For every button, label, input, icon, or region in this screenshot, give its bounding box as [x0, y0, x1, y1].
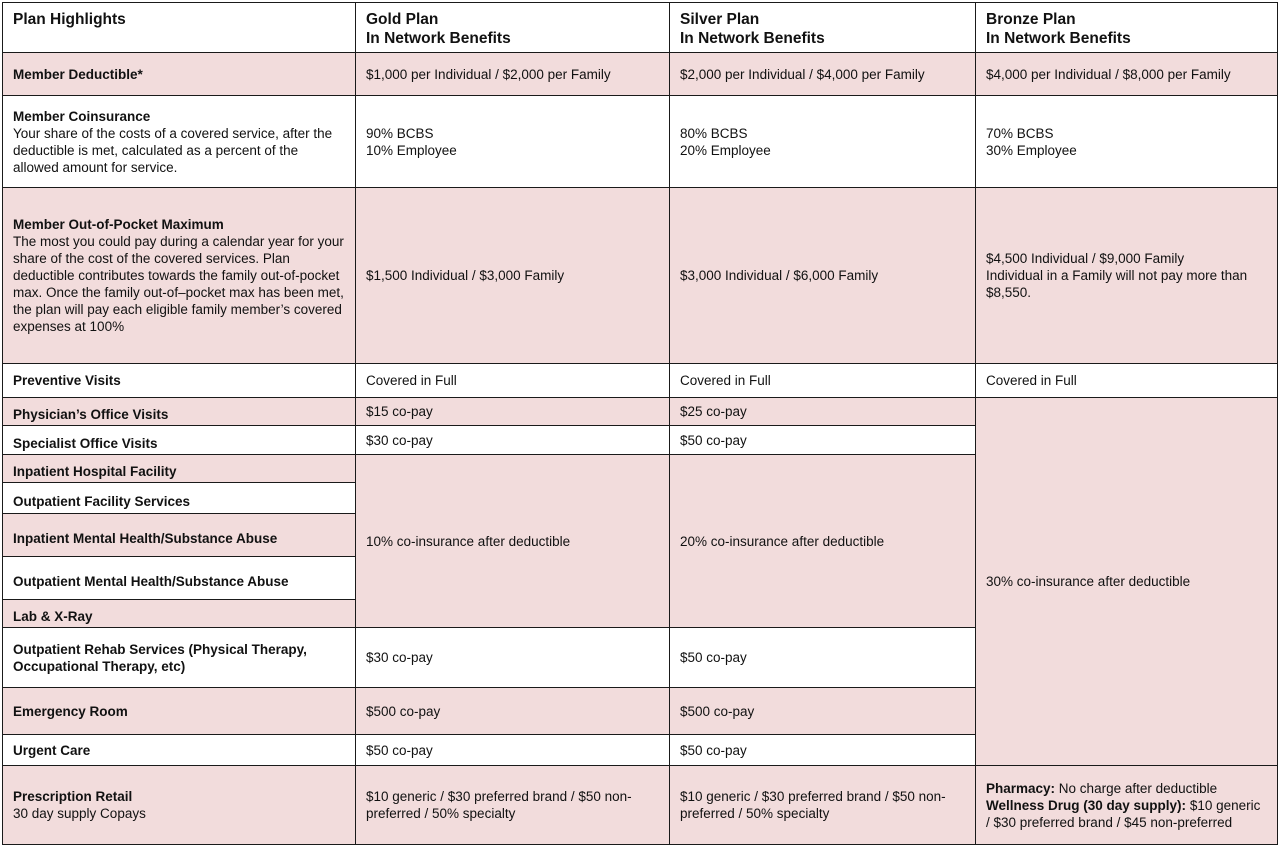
oop-max-bronze-amount: $4,500 Individual / $9,000 Family	[986, 251, 1185, 266]
pharmacy-value: No charge after deductible	[1055, 780, 1218, 796]
preventive-silver: Covered in Full	[670, 364, 976, 398]
coinsurance-gold	[356, 96, 670, 188]
header-plan-highlights	[3, 3, 356, 53]
member-coinsurance-description: Your share of the costs of a covered service, after the deductible is met, calculated as a percent of the allowed amount for service.	[13, 125, 333, 175]
lab-xray-label: Lab & X-Ray	[13, 609, 93, 624]
coinsurance-bronze-bcbs: 70% BCBS	[986, 125, 1054, 141]
gold-plan-title: Gold Plan	[366, 11, 439, 28]
header-gold-plan	[356, 3, 670, 53]
facility-group-gold: 10% co-insurance after deductible	[356, 455, 670, 628]
coinsurance-bronze-employee: 30% Employee	[986, 142, 1077, 158]
coinsurance-bronze	[976, 96, 1278, 188]
facility-group-silver: 20% co-insurance after deductible	[670, 455, 976, 628]
prescription-bronze	[976, 766, 1278, 845]
deductible-bronze: $4,000 per Individual / $8,000 per Family	[976, 53, 1278, 96]
member-deductible-label: Member Deductible*	[13, 66, 143, 82]
preventive-label-cell	[3, 364, 356, 398]
gold-plan-subtitle: In Network Benefits	[366, 30, 511, 47]
outpatient-mental-label-cell	[3, 557, 356, 600]
emergency-label-cell	[3, 688, 356, 735]
deductible-silver: $2,000 per Individual / $4,000 per Family	[670, 53, 976, 96]
member-deductible-label-cell	[3, 53, 356, 96]
plan-comparison-table	[2, 2, 1278, 845]
outpatient-facility-label: Outpatient Facility Services	[13, 493, 191, 509]
inpatient-mental-label: Inpatient Mental Health/Substance Abuse	[13, 530, 278, 546]
coinsurance-silver-employee: 20% Employee	[680, 142, 771, 158]
oop-max-gold: $1,500 Individual / $3,000 Family	[356, 188, 670, 364]
outpatient-mental-label: Outpatient Mental Health/Substance Abuse	[13, 573, 289, 589]
row-preventive-visits	[3, 364, 1278, 398]
urgent-label: Urgent Care	[13, 742, 91, 758]
coinsurance-gold-employee: 10% Employee	[366, 142, 457, 158]
lab-xray-label-cell	[3, 600, 356, 628]
specialist-label-cell	[3, 426, 356, 455]
header-plan-highlights-label: Plan Highlights	[13, 11, 126, 28]
coinsurance-gold-bcbs: 90% BCBS	[366, 125, 434, 141]
emergency-label: Emergency Room	[13, 703, 128, 719]
inpatient-hospital-label-cell	[3, 455, 356, 483]
physician-gold: $15 co-pay	[356, 398, 670, 426]
oop-max-label: Member Out-of-Pocket Maximum	[13, 217, 224, 232]
inpatient-mental-label-cell	[3, 514, 356, 557]
rehab-label: Outpatient Rehab Services (Physical Therapy, Occupational Therapy, etc)	[13, 641, 307, 674]
header-silver-plan	[670, 3, 976, 53]
oop-max-silver: $3,000 Individual / $6,000 Family	[670, 188, 976, 364]
urgent-label-cell	[3, 735, 356, 766]
silver-plan-title: Silver Plan	[680, 11, 760, 28]
outpatient-facility-label-cell	[3, 483, 356, 514]
wellness-drug-value: $10 generic / $30 preferred brand / $45 non-preferred	[986, 797, 1261, 830]
specialist-gold: $30 co-pay	[356, 426, 670, 455]
oop-max-bronze	[976, 188, 1278, 364]
coinsurance-silver-bcbs: 80% BCBS	[680, 125, 748, 141]
emergency-silver: $500 co-pay	[670, 688, 976, 735]
coinsurance-silver	[670, 96, 976, 188]
urgent-silver: $50 co-pay	[670, 735, 976, 766]
physician-silver: $25 co-pay	[670, 398, 976, 426]
oop-max-bronze-note: Individual in a Family will not pay more than $8,550.	[986, 268, 1248, 300]
wellness-drug-label: Wellness Drug (30 day supply):	[986, 797, 1187, 813]
emergency-gold: $500 co-pay	[356, 688, 670, 735]
physician-label: Physician’s Office Visits	[13, 407, 169, 422]
row-prescription-retail	[3, 766, 1278, 845]
row-member-deductible	[3, 53, 1278, 96]
inpatient-hospital-label: Inpatient Hospital Facility	[13, 464, 177, 479]
bronze-plan-title: Bronze Plan	[986, 11, 1076, 28]
row-member-coinsurance	[3, 96, 1278, 188]
prescription-description: 30 day supply Copays	[13, 806, 146, 821]
prescription-silver: $10 generic / $30 preferred brand / $50 non-preferred / 50% specialty	[670, 766, 976, 845]
oop-max-description: The most you could pay during a calendar year for your share of the cost of the covered services. Plan deductible contributes towards the family out-of-pocket max. Once the family out-of–pocket max has been met, the plan will pay each eligible family member’s covered expenses at 100%	[13, 234, 344, 334]
header-bronze-plan	[976, 3, 1278, 53]
rehab-label-cell	[3, 628, 356, 688]
rehab-silver: $50 co-pay	[670, 628, 976, 688]
row-out-of-pocket-max	[3, 188, 1278, 364]
pharmacy-label: Pharmacy:	[986, 780, 1056, 796]
silver-plan-subtitle: In Network Benefits	[680, 30, 825, 47]
preventive-bronze: Covered in Full	[976, 364, 1278, 398]
prescription-label-cell	[3, 766, 356, 845]
member-coinsurance-label: Member Coinsurance	[13, 108, 151, 124]
physician-label-cell	[3, 398, 356, 426]
urgent-gold: $50 co-pay	[356, 735, 670, 766]
row-physician-office	[3, 398, 1278, 426]
prescription-gold: $10 generic / $30 preferred brand / $50 non-preferred / 50% specialty	[356, 766, 670, 845]
preventive-gold: Covered in Full	[356, 364, 670, 398]
specialist-label: Specialist Office Visits	[13, 435, 158, 451]
oop-max-label-cell	[3, 188, 356, 364]
rehab-gold: $30 co-pay	[356, 628, 670, 688]
bronze-coinsurance-group: 30% co-insurance after deductible	[976, 398, 1278, 766]
bronze-plan-subtitle: In Network Benefits	[986, 30, 1131, 47]
deductible-gold: $1,000 per Individual / $2,000 per Family	[356, 53, 670, 96]
header-row	[3, 3, 1278, 53]
prescription-label: Prescription Retail	[13, 789, 133, 804]
specialist-silver: $50 co-pay	[670, 426, 976, 455]
member-coinsurance-label-cell	[3, 96, 356, 188]
preventive-label: Preventive Visits	[13, 373, 121, 388]
